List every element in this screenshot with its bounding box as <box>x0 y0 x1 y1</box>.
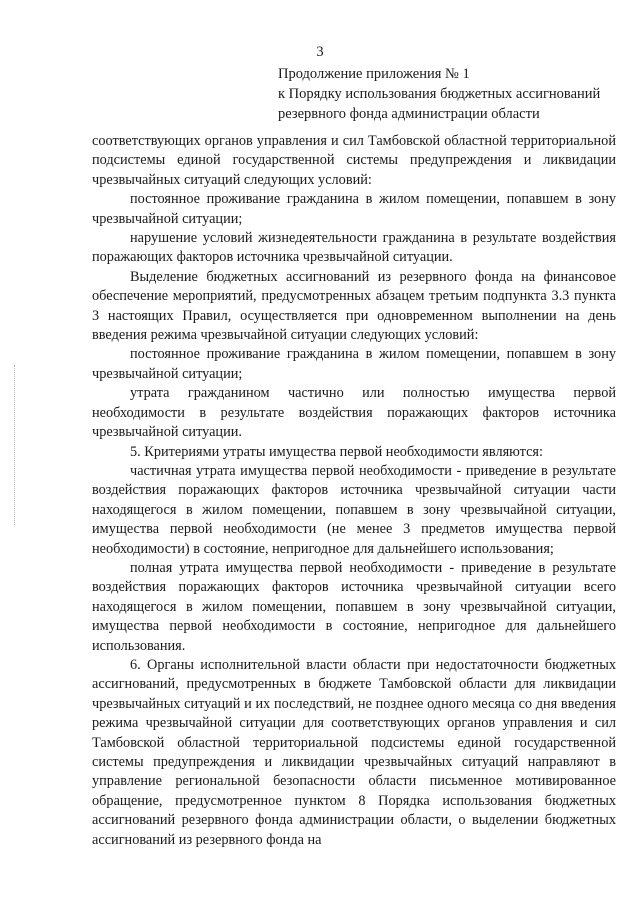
header-line-3: резервного фонда администрации области <box>278 106 540 122</box>
scan-margin-mark <box>14 365 19 525</box>
header-line-2: к Порядку использования бюджетных ассигнований <box>278 86 601 102</box>
page-number: 3 <box>316 44 324 60</box>
paragraph-full-loss: полная утрата имущества первой необходимости - приведение в результате воздействия поражающих факторов источника чрезвычайной ситуации всего находящегося в жилом помещении, попавшем в зону чрезвычайной ситуации, имущества первой необходимости в состояние, непригодное для дальнейшего использования. <box>92 559 616 654</box>
paragraph-continuation: соответствующих органов управления и сил Тамбовской областной территориальной подсистемы единой государственной системы предупреждения и ликвидации чрезвычайных ситуаций следующих условий: <box>92 133 616 188</box>
appendix-header <box>278 64 608 124</box>
paragraph-allocation: Выделение бюджетных ассигнований из резервного фонда на финансовое обеспечение мероприятий, предусмотренных абзацем третьим подпункта 3.3 пункта 3 настоящих Правил, осуществляется при одновременном выполнении на день введения режима чрезвычайной ситуации следующих условий: <box>92 268 616 344</box>
paragraph-condition-residence-2: постоянное проживание гражданина в жилом помещении, попавшем в зону чрезвычайной ситуации; <box>92 346 616 382</box>
paragraph-partial-loss: частичная утрата имущества первой необходимости - приведение в результате воздействия поражающих факторов источника чрезвычайной ситуации части находящегося в жилом помещении, попавшем в зону чрезвычайной ситуации, имущества первой необходимости (не менее 3 предметов имущества первой необходимости) в состояние, непригодное для дальнейшего использования; <box>92 462 616 557</box>
paragraph-condition-residence: постоянное проживание гражданина в жилом помещении, попавшем в зону чрезвычайной ситуации; <box>92 191 616 227</box>
document-body <box>92 132 616 850</box>
paragraph-criteria-heading: 5. Критериями утраты имущества первой необходимости являются: <box>130 443 543 460</box>
paragraph-section-6: 6. Органы исполнительной власти области при недостаточности бюджетных ассигнований, предусмотренных в бюджете Тамбовской области для ликвидации чрезвычайных ситуаций и их последствий, не позднее одного месяца со дня введения режима чрезвычайной ситуации для соответствующих органов управления и сил Тамбовской областной территориальной подсистемы единой государственной системы предупреждения и ликвидации чрезвычайных ситуаций направляют в управление региональной безопасности области письменное мотивированное обращение, предусмотренное пунктом 8 Порядка использования бюджетных ассигнований резервного фонда администрации области, о выделении бюджетных ассигнований из резервного фонда на <box>92 656 616 848</box>
paragraph-condition-disruption: нарушение условий жизнедеятельности гражданина в результате воздействия поражающих факторов источника чрезвычайной ситуации. <box>92 230 616 266</box>
header-line-1: Продолжение приложения № 1 <box>278 66 470 82</box>
paragraph-condition-property-loss: утрата гражданином частично или полностью имущества первой необходимости в результате воздействия поражающих факторов источника чрезвычайной ситуации. <box>92 385 616 441</box>
